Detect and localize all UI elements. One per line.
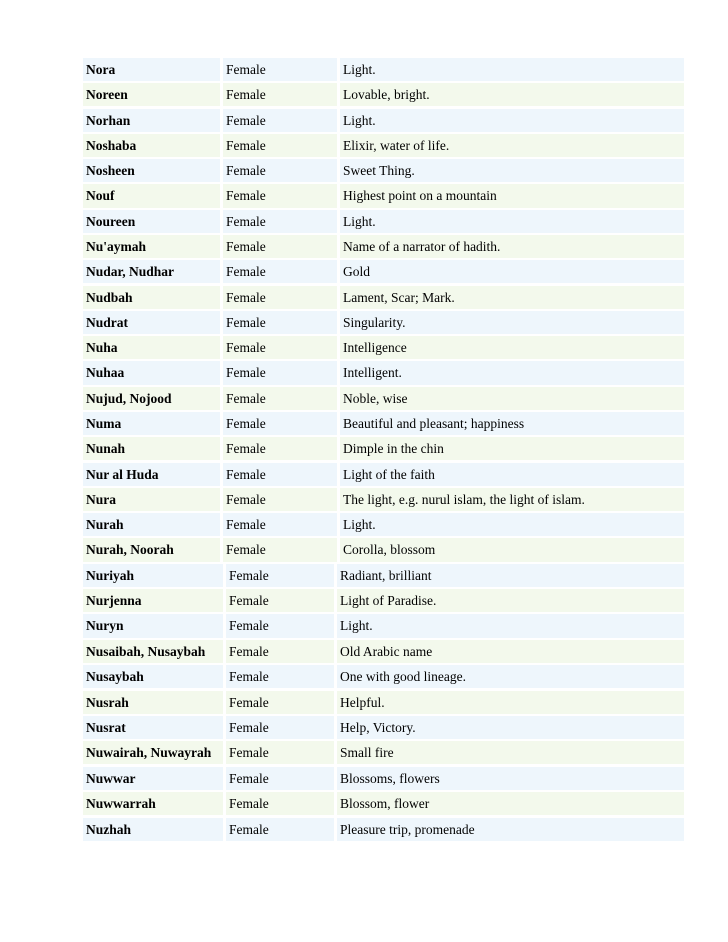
table-row xyxy=(83,83,684,106)
name-cell: Numa xyxy=(83,412,220,435)
meaning-cell: Pleasure trip, promenade xyxy=(337,818,684,841)
gender-cell: Female xyxy=(226,792,334,815)
gender-cell: Female xyxy=(223,210,337,233)
name-cell: Nusaibah, Nusaybah xyxy=(83,640,223,663)
gender-cell: Female xyxy=(223,412,337,435)
gender-cell: Female xyxy=(223,159,337,182)
gender-cell: Female xyxy=(223,488,337,511)
gender-cell: Female xyxy=(223,538,337,561)
gender-cell: Female xyxy=(226,614,334,637)
meaning-cell: Light. xyxy=(340,109,684,132)
meaning-cell: Intelligence xyxy=(340,336,684,359)
table-row xyxy=(83,437,684,460)
name-cell: Nurah xyxy=(83,513,220,536)
name-cell: Nudrat xyxy=(83,311,220,334)
gender-cell: Female xyxy=(223,463,337,486)
meaning-cell: Blossoms, flowers xyxy=(337,767,684,790)
gender-cell: Female xyxy=(226,665,334,688)
table-row xyxy=(83,463,684,486)
gender-cell: Female xyxy=(223,513,337,536)
table-row xyxy=(83,134,684,157)
gender-cell: Female xyxy=(226,741,334,764)
meaning-cell: Light of the faith xyxy=(340,463,684,486)
table-row xyxy=(83,311,684,334)
name-cell: Noshaba xyxy=(83,134,220,157)
meaning-cell: Dimple in the chin xyxy=(340,437,684,460)
table-row xyxy=(83,691,684,714)
table-row xyxy=(83,614,684,637)
meaning-cell: Intelligent. xyxy=(340,361,684,384)
meaning-cell: Old Arabic name xyxy=(337,640,684,663)
meaning-cell: Light. xyxy=(337,614,684,637)
name-cell: Nudbah xyxy=(83,286,220,309)
name-cell: Nusaybah xyxy=(83,665,223,688)
table-row xyxy=(83,286,684,309)
gender-cell: Female xyxy=(223,134,337,157)
gender-cell: Female xyxy=(226,691,334,714)
name-cell: Nura xyxy=(83,488,220,511)
table-row xyxy=(83,741,684,764)
meaning-cell: Elixir, water of life. xyxy=(340,134,684,157)
gender-cell: Female xyxy=(223,336,337,359)
meaning-cell: Lovable, bright. xyxy=(340,83,684,106)
name-cell: Nu'aymah xyxy=(83,235,220,258)
gender-cell: Female xyxy=(226,818,334,841)
meaning-cell: Corolla, blossom xyxy=(340,538,684,561)
table-row xyxy=(83,488,684,511)
meaning-cell: Lament, Scar; Mark. xyxy=(340,286,684,309)
name-cell: Nurjenna xyxy=(83,589,223,612)
table-row xyxy=(83,361,684,384)
meaning-cell: Help, Victory. xyxy=(337,716,684,739)
table-row xyxy=(83,412,684,435)
meaning-cell: One with good lineage. xyxy=(337,665,684,688)
table-row xyxy=(83,58,684,81)
gender-cell: Female xyxy=(226,589,334,612)
name-cell: Nujud, Nojood xyxy=(83,387,220,410)
table-row xyxy=(83,792,684,815)
name-cell: Nuzhah xyxy=(83,818,223,841)
meaning-cell: Helpful. xyxy=(337,691,684,714)
gender-cell: Female xyxy=(226,564,334,587)
meaning-cell: Light of Paradise. xyxy=(337,589,684,612)
gender-cell: Female xyxy=(223,286,337,309)
name-cell: Nusrah xyxy=(83,691,223,714)
table-row xyxy=(83,716,684,739)
table-row xyxy=(83,387,684,410)
name-cell: Nuwwar xyxy=(83,767,223,790)
gender-cell: Female xyxy=(223,184,337,207)
meaning-cell: The light, e.g. nurul islam, the light of islam. xyxy=(340,488,684,511)
name-cell: Nora xyxy=(83,58,220,81)
meaning-cell: Gold xyxy=(340,260,684,283)
meaning-cell: Noble, wise xyxy=(340,387,684,410)
name-cell: Nusrat xyxy=(83,716,223,739)
gender-cell: Female xyxy=(223,260,337,283)
meaning-cell: Radiant, brilliant xyxy=(337,564,684,587)
table-row xyxy=(83,564,684,587)
gender-cell: Female xyxy=(223,387,337,410)
gender-cell: Female xyxy=(223,361,337,384)
meaning-cell: Light. xyxy=(340,58,684,81)
name-cell: Nur al Huda xyxy=(83,463,220,486)
table-row xyxy=(83,235,684,258)
gender-cell: Female xyxy=(223,437,337,460)
meaning-cell: Highest point on a mountain xyxy=(340,184,684,207)
table-row xyxy=(83,538,684,561)
meaning-cell: Name of a narrator of hadith. xyxy=(340,235,684,258)
table-row xyxy=(83,336,684,359)
table-row xyxy=(83,640,684,663)
meaning-cell: Light. xyxy=(340,210,684,233)
table-row xyxy=(83,665,684,688)
table-row xyxy=(83,589,684,612)
name-cell: Nuhaa xyxy=(83,361,220,384)
table-row xyxy=(83,260,684,283)
meaning-cell: Beautiful and pleasant; happiness xyxy=(340,412,684,435)
gender-cell: Female xyxy=(223,311,337,334)
table-row xyxy=(83,513,684,536)
meaning-cell: Small fire xyxy=(337,741,684,764)
gender-cell: Female xyxy=(223,58,337,81)
name-cell: Norhan xyxy=(83,109,220,132)
gender-cell: Female xyxy=(226,767,334,790)
name-cell: Nunah xyxy=(83,437,220,460)
meaning-cell: Sweet Thing. xyxy=(340,159,684,182)
name-cell: Noureen xyxy=(83,210,220,233)
name-cell: Nuwwarrah xyxy=(83,792,223,815)
gender-cell: Female xyxy=(223,235,337,258)
name-cell: Nuha xyxy=(83,336,220,359)
name-cell: Nosheen xyxy=(83,159,220,182)
meaning-cell: Singularity. xyxy=(340,311,684,334)
table-row xyxy=(83,159,684,182)
gender-cell: Female xyxy=(223,109,337,132)
name-cell: Nuriyah xyxy=(83,564,223,587)
gender-cell: Female xyxy=(226,716,334,739)
name-cell: Nouf xyxy=(83,184,220,207)
name-cell: Noreen xyxy=(83,83,220,106)
table-row xyxy=(83,184,684,207)
gender-cell: Female xyxy=(223,83,337,106)
name-cell: Nurah, Noorah xyxy=(83,538,220,561)
meaning-cell: Blossom, flower xyxy=(337,792,684,815)
name-cell: Nuryn xyxy=(83,614,223,637)
name-cell: Nudar, Nudhar xyxy=(83,260,220,283)
names-table xyxy=(83,58,684,843)
table-row xyxy=(83,109,684,132)
name-cell: Nuwairah, Nuwayrah xyxy=(83,741,223,764)
table-row xyxy=(83,210,684,233)
gender-cell: Female xyxy=(226,640,334,663)
table-row xyxy=(83,818,684,841)
table-row xyxy=(83,767,684,790)
meaning-cell: Light. xyxy=(340,513,684,536)
